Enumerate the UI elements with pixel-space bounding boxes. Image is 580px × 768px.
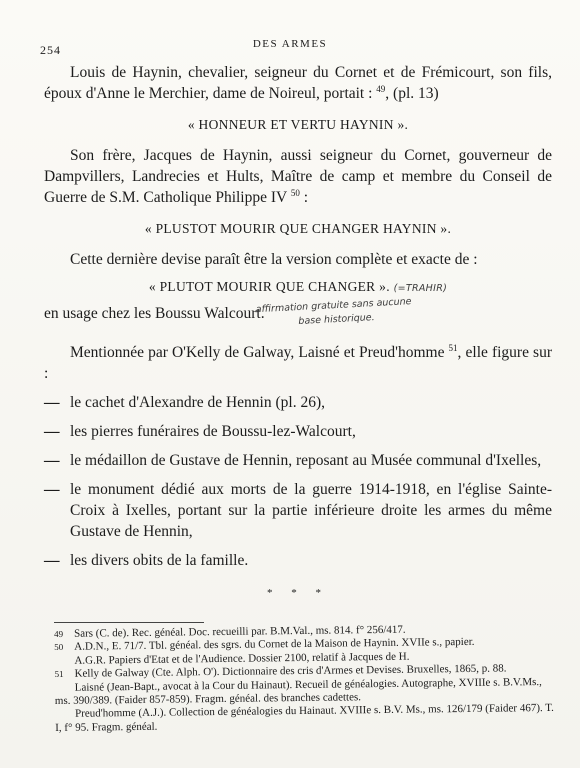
footnote [55,702,555,735]
paragraph-boussu: en usage chez les Boussu Walcourt. [44,305,265,322]
list-item [44,421,552,442]
list-item [44,550,552,571]
main-text [44,62,552,604]
page-number: 254 [40,43,61,57]
running-head: DES ARMES [252,38,328,50]
paragraph-louis [44,62,552,104]
footnote-ref-49: 49 [376,83,386,94]
paragraph-tail: , (pl. 13) [385,85,439,102]
list-item-text: les pierres funéraires de Boussu-lez-Walcourt, [70,423,356,440]
footnote-ref-51: 51 [448,342,458,353]
page-header [40,38,540,57]
list-item-text: le médaillon de Gustave de Hennin, reposant au Musée communal d'Ixelles, [70,452,542,469]
paragraph-mentionnee [44,342,552,384]
dash-mark: — [44,423,60,440]
footnote-text: A.G.R. Papiers d'Etat et de l'Audience. Dossier 2100, relatif à Jacques de H. [74,650,410,667]
list-item-text: le monument dédié aux morts de la guerre 1914-1918, en l'église Sainte-Croix à Ixelles, portant sur la partie inférieure droite les armes du même Gustave de Hennin, [70,481,552,540]
footnote-rule [54,622,204,623]
motto-plutot [44,276,552,299]
motto-text: « PLUTOT MOURIR QUE CHANGER ». [148,279,390,294]
footnote-number: 50 [54,642,64,653]
motto-plustot: « PLUSTOT MOURIR QUE CHANGER HAYNIN ». [144,221,452,236]
annotation-line: affirmation gratuite sans aucune [255,296,412,316]
dash-mark: — [44,552,60,569]
paragraph-tail: , elle figure sur : [44,344,552,382]
list-item [44,392,552,413]
list-item [44,450,552,471]
paragraph-text: Louis de Haynin, chevalier, seigneur du Cornet et de Frémicourt, son fils, époux d'Anne le Merchier, dame de Noireul, portait : [44,64,552,102]
dash-mark: — [44,394,60,411]
dash-mark: — [44,481,60,498]
footnote-number: 49 [54,628,64,639]
list-item-text: les divers obits de la famille. [70,552,249,569]
motto-honneur: « HONNEUR ET VERTU HAYNIN ». [187,117,409,132]
handwritten-note-trahir: (=TRAHIR) [393,283,448,294]
list-item [44,479,552,542]
dash-mark: — [44,452,60,469]
footnote-text: Kelly de Galway (Cte. Alph. O'). Dictionnaire des cris d'Armes et Devises. Bruxelles, 1865, p. 88. [74,662,507,680]
list-item-text: le cachet d'Alexandre de Hennin (pl. 26), [70,394,325,411]
paragraph-text: Mentionnée par O'Kelly de Galway, Laisné et Preud'homme [70,344,449,361]
locations-list [44,392,552,571]
paragraph-derniere: Cette dernière devise paraît être la version complète et exacte de : [70,251,478,268]
paragraph-jacques [44,145,552,208]
section-separator: * * * [267,587,329,599]
footnotes [54,622,555,735]
footnote-text: Preud'homme (A.J.). Collection de généalogies du Hainaut. XVIIIe s. B.V. Ms., ms. 126/179 (Faider 467). T. I, f° 95. Fragm. généal. [55,702,554,734]
footnote-ref-50: 50 [290,187,300,198]
annotation-line: base historique. [298,312,375,328]
footnote-text: A.D.N., E. 71/7. Tbl. généal. des sgrs. du Cornet de la Maison de Haynin. XVIIe s., papier. [74,636,475,654]
paragraph-tail: : [299,189,309,206]
paragraph-text: Son frère, Jacques de Haynin, aussi seigneur du Cornet, gouverneur de Dampvillers, Landrecies et Hults, Maître de camp et membre du Conseil de Guerre de S.M. Catholique Philippe IV [44,147,552,206]
footnote-text: Laisné (Jean-Bapt., avocat à la Cour du Hainaut). Recueil de généalogies. Autographe, XVIIIe s. B.V.Ms., ms. 390/389. (Faider 857-859). Fragm. généal. des branches cadettes. [54,675,542,708]
footnote-number: 51 [54,669,64,680]
footnote-text: Sars (C. de). Rec. généal. Doc. recueilli par. B.M.Val., ms. 814. f° 256/417. [73,623,406,640]
